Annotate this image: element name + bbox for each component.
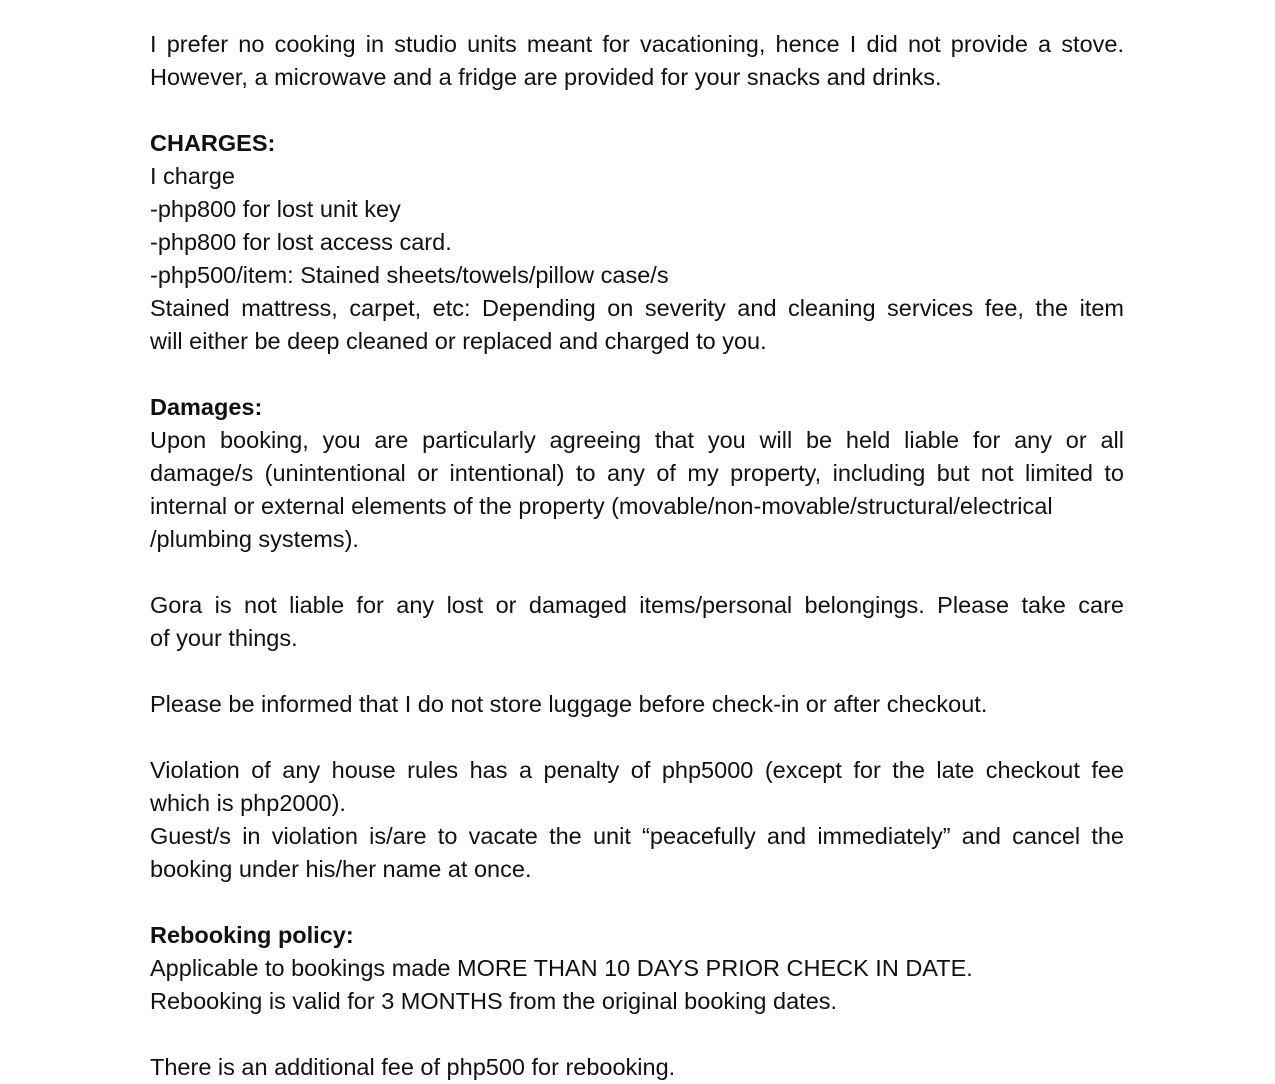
damages-line: damage/s (unintentional or intentional) to any of my property, including but not limited to <box>150 460 1124 486</box>
rebooking-line-1: Applicable to bookings made MORE THAN 10 DAYS PRIOR CHECK IN DATE. <box>150 955 973 981</box>
spacer <box>150 358 1124 391</box>
rebooking-heading: Rebooking policy: <box>150 922 354 948</box>
charge-item: -php800 for lost unit key <box>150 196 401 222</box>
charges-note-line-1: Stained mattress, carpet, etc: Depending on severity and cleaning services fee, the item <box>150 295 1124 321</box>
violation-line: which is php2000). <box>150 790 346 816</box>
charges-note-line-2: will either be deep cleaned or replaced and charged to you. <box>150 328 767 354</box>
liability-line-1: Gora is not liable for any lost or damaged items/personal belongings. Please take care <box>150 592 1124 618</box>
violation-line: Violation of any house rules has a penalty of php5000 (except for the late checkout fee <box>150 757 1124 783</box>
damages-heading: Damages: <box>150 394 263 420</box>
damages-line: Upon booking, you are particularly agreeing that you will be held liable for any or all <box>150 427 1124 453</box>
charges-intro: I charge <box>150 163 235 189</box>
house-rules-document <box>150 28 1124 1084</box>
charge-item: -php500/item: Stained sheets/towels/pillow case/s <box>150 262 669 288</box>
spacer <box>150 94 1124 127</box>
damages-line: /plumbing systems). <box>150 526 359 552</box>
spacer <box>150 721 1124 754</box>
spacer <box>150 655 1124 688</box>
violation-line: Guest/s in violation is/are to vacate the unit “peacefully and immediately” and cancel the <box>150 823 1124 849</box>
charge-item: -php800 for lost access card. <box>150 229 452 255</box>
damages-line: internal or external elements of the property (movable/non-movable/structural/electrical <box>150 493 1053 519</box>
rebooking-line-2: Rebooking is valid for 3 MONTHS from the original booking dates. <box>150 988 838 1014</box>
intro-line-2: However, a microwave and a fridge are provided for your snacks and drinks. <box>150 64 942 90</box>
spacer <box>150 886 1124 919</box>
spacer <box>150 1018 1124 1051</box>
intro-line-1: I prefer no cooking in studio units meant for vacationing, hence I did not provide a stove. <box>150 31 1124 57</box>
violation-line: booking under his/her name at once. <box>150 856 532 882</box>
spacer <box>150 556 1124 589</box>
rebooking-fee: There is an additional fee of php500 for rebooking. <box>150 1054 676 1080</box>
charges-heading: CHARGES: <box>150 130 276 156</box>
luggage-note: Please be informed that I do not store luggage before check-in or after checkout. <box>150 691 988 717</box>
liability-line-2: of your things. <box>150 625 298 651</box>
